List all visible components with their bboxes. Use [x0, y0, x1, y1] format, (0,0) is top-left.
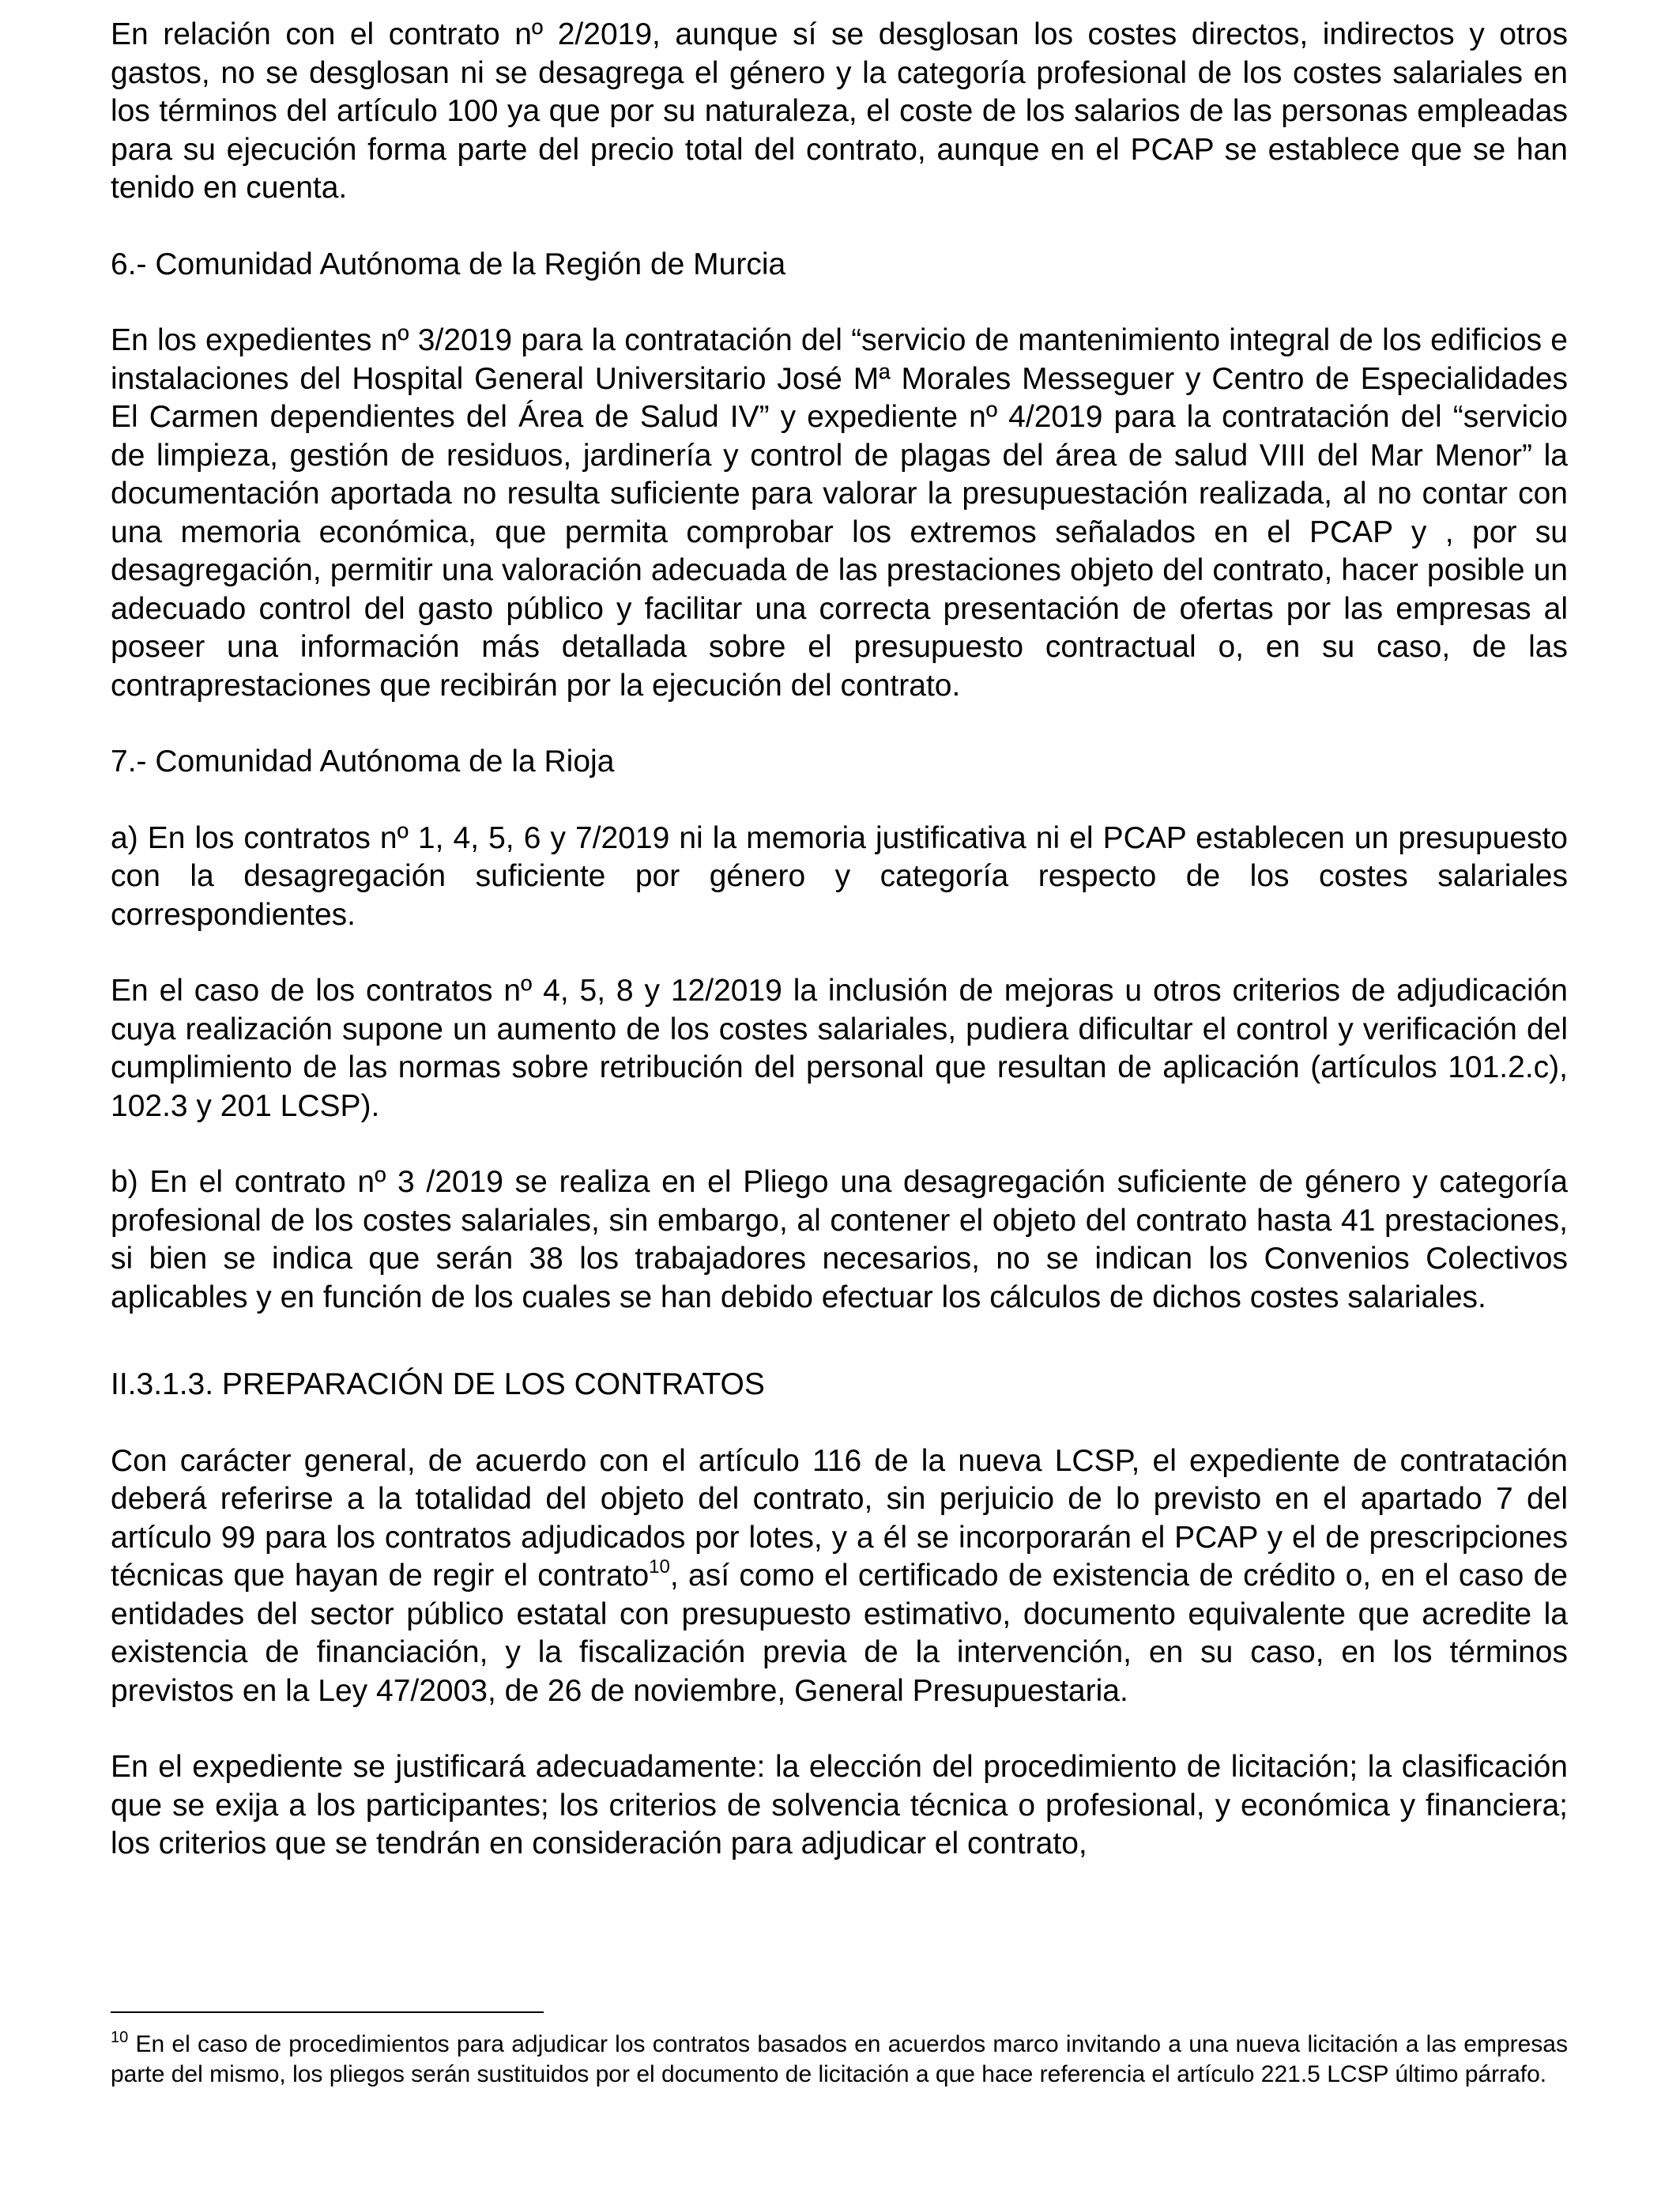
heading-region-murcia: 6.- Comunidad Autónoma de la Región de Murcia — [111, 247, 786, 281]
footnote — [111, 2030, 1568, 2090]
paragraph-rioja-a: a) En los contratos nº 1, 4, 5, 6 y 7/2019 ni la memoria justificativa ni el PCAP establecen un presupuesto con la desagregación suficiente por género y categoría respecto de los costes salariales correspondientes. — [111, 820, 1568, 932]
footnote-number: 10 — [111, 2029, 129, 2046]
paragraph-caracter-general — [111, 1442, 1568, 1711]
paragraph-rioja-b: b) En el contrato nº 3 /2019 se realiza en el Pliego una desagregación suficiente de género y categoría profesional de los costes salariales, sin embargo, al contener el objeto del contrato hasta 41 prestaciones, si bien se indica que serán 38 los trabajadores necesarios, no se indican los Convenios Colectivos aplicables y en función de los cuales se han debido efectuar los cálculos de dichos costes salariales. — [111, 1165, 1568, 1314]
paragraph-text-part-1: Con carácter general, de acuerdo con el artículo 116 de la nueva LCSP, el expediente de contratación deberá referirse a la totalidad del objeto del contrato, sin perjuicio de lo previsto en el apartado 7 del artículo 99 para los contratos adjudicados por lotes, y a él se incorporarán el PCAP y el de prescripciones técnicas que hayan de regir el contrato — [111, 1443, 1568, 1593]
paragraph-text-part-2: , así como el certificado de existencia de crédito o, en el caso de entidades del sector público estatal con presupuesto estimativo, documento equivalente que acredite la existencia de financiación, y la fiscalización previa de la intervención, en su caso, en los términos previstos en la Ley 47/2003, de 26 de noviembre, General Presupuestaria. — [111, 1559, 1568, 1708]
footnote-text: En el caso de procedimientos para adjudicar los contratos basados en acuerdos marco invitando a una nueva licitación a las empresas parte del mismo, los pliegos serán sustituidos por el documento de licitación a que hace referencia el artículo 221.5 LCSP último párrafo. — [111, 2031, 1568, 2087]
paragraph-contrato-2-2019: En relación con el contrato nº 2/2019, aunque sí se desglosan los costes directos, indirectos y otros gastos, no se desglosan ni se desagrega el género y la categoría profesional de los costes salariales en los términos del artículo 100 ya que por su naturaleza, el coste de los salarios de las personas empleadas para su ejecución forma parte del precio total del contrato, aunque en el PCAP se establece que se han tenido en cuenta. — [111, 17, 1568, 205]
paragraph-expedientes-murcia: En los expedientes nº 3/2019 para la contratación del “servicio de mantenimiento integral de los edificios e instalaciones del Hospital General Universitario José Mª Morales Messeguer y Centro de Especialidades El Carmen dependientes del Área de Salud IV” y expediente nº 4/2019 para la contratación del “servicio de limpieza, gestión de residuos, jardinería y control de plagas del área de salud VIII del Mar Menor” la documentación aportada no resulta suficiente para valorar la presupuestación realizada, al no contar con una memoria económica, que permita comprobar los extremos señalados en el PCAP y , por su desagregación, permitir una valoración adecuada de las prestaciones objeto del contrato, hacer posible un adecuado control del gasto público y facilitar una correcta presentación de ofertas por las empresas al poseer una información más detallada sobre el presupuesto contractual o, en su caso, de las contraprestaciones que recibirán por la ejecución del contrato. — [111, 323, 1568, 703]
document-body — [111, 16, 1568, 1902]
section-heading-preparacion: II.3.1.3. PREPARACIÓN DE LOS CONTRATOS — [111, 1367, 765, 1401]
footnote-reference[interactable]: 10 — [649, 1556, 670, 1578]
footnote-separator — [111, 2011, 544, 2013]
heading-rioja: 7.- Comunidad Autónoma de la Rioja — [111, 745, 615, 778]
paragraph-rioja-mejoras: En el caso de los contratos nº 4, 5, 8 y 12/2019 la inclusión de mejoras u otros criterios de adjudicación cuya realización supone un aumento de los costes salariales, pudiera dificultar el control y verificación del cumplimiento de las normas sobre retribución del personal que resultan de aplicación (artículos 101.2.c), 102.3 y 201 LCSP). — [111, 974, 1568, 1123]
paragraph-justificacion: En el expediente se justificará adecuadamente: la elección del procedimiento de licitación; la clasificación que se exija a los participantes; los criterios de solvencia técnica o profesional, y económica y financiera; los criterios que se tendrán en consideración para adjudicar el contrato, — [111, 1750, 1568, 1860]
